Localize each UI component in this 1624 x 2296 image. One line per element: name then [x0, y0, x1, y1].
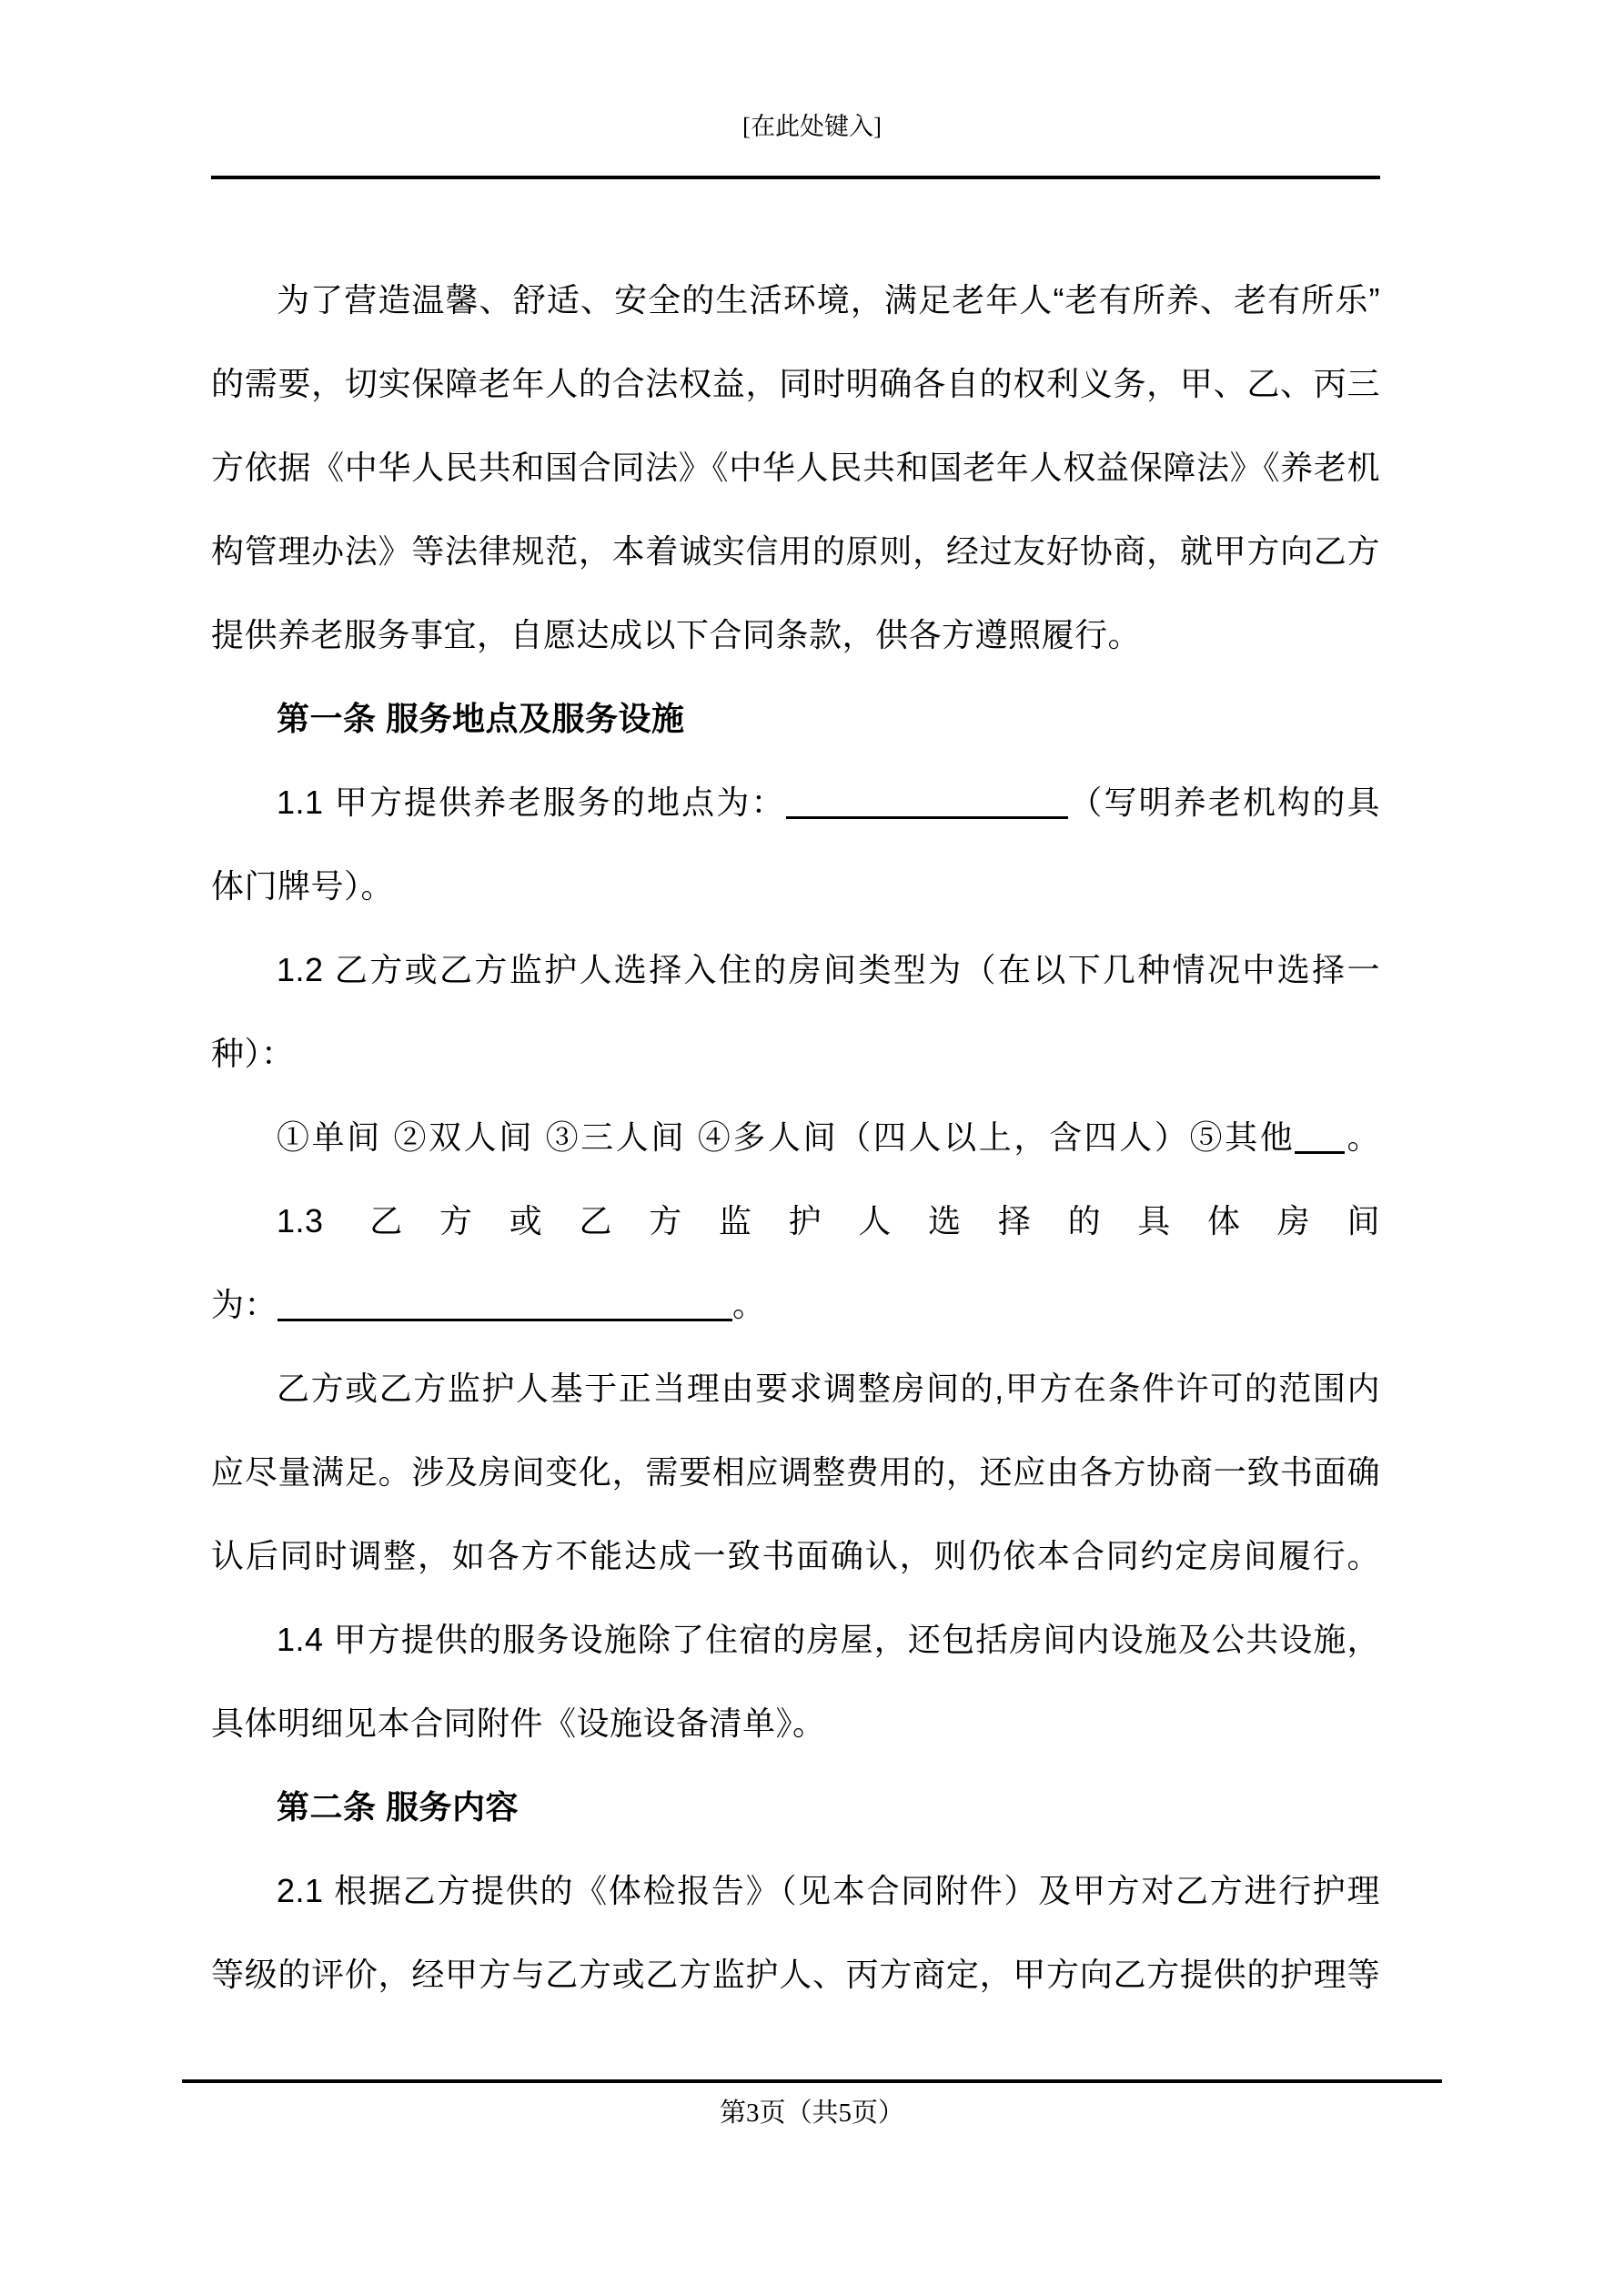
- fill-in-blank[interactable]: [277, 1282, 732, 1321]
- clause-text: 1.1 甲方提供养老服务的地点为：: [277, 784, 786, 821]
- room-type-options: ①单间 ②双人间 ③三人间 ④多人间（四人以上，含四人）⑤其他: [277, 1118, 1296, 1156]
- fill-in-blank[interactable]: [1295, 1115, 1345, 1154]
- clause-1-2-line: 1.2 乙方或乙方监护人选择入住的房间类型为（在以下几种情况中选择一: [277, 951, 1380, 988]
- clause-2-1-line: 等级的评价，经甲方与乙方或乙方监护人、丙方商定，甲方向乙方提供的护理等: [211, 1956, 1380, 1993]
- section-heading-article-1: 第一条 服务地点及服务设施: [277, 700, 685, 737]
- clause-1-1-line: [211, 761, 1380, 845]
- document-body: [211, 258, 1380, 2017]
- room-type-options-line: [211, 1096, 1380, 1179]
- clause-1-1-line: 体门牌号）。: [211, 867, 395, 905]
- paragraph-line: 为了营造温馨、舒适、安全的生活环境，满足老年人“老有所养、老有所乐”: [277, 281, 1380, 319]
- header-divider: [211, 176, 1380, 179]
- clause-2-1-line: 2.1 根据乙方提供的《体检报告》（见本合同附件）及甲方对乙方进行护理: [277, 1872, 1380, 1909]
- clause-text: 。: [1345, 1118, 1380, 1156]
- section-heading-article-2: 第二条 服务内容: [277, 1788, 519, 1826]
- paragraph-line: 应尽量满足。涉及房间变化，需要相应调整费用的，还应由各方协商一致书面确: [211, 1453, 1380, 1491]
- paragraph-line: 认后同时调整，如各方不能达成一致书面确认，则仍依本合同约定房间履行。: [211, 1537, 1380, 1574]
- page-number: 第3页（共5页）: [719, 2099, 904, 2128]
- paragraph-line: 的需要，切实保障老年人的合法权益，同时明确各自的权利义务，甲、乙、丙三: [211, 365, 1380, 402]
- clause-1-4-line: 具体明细见本合同附件《设施设备清单》。: [211, 1704, 826, 1742]
- paragraph-line: 方依据《中华人民共和国合同法》《中华人民共和国老年人权益保障法》《养老机: [211, 449, 1380, 486]
- fill-in-blank[interactable]: [786, 780, 1068, 819]
- clause-text: 。: [732, 1286, 766, 1323]
- clause-1-2-line: 种）：: [211, 1035, 295, 1072]
- footer-divider: [182, 2079, 1442, 2083]
- paragraph-line: 构管理办法》等法律规范，本着诚实信用的原则，经过友好协商，就甲方向乙方: [211, 532, 1380, 570]
- clause-1-4-line: 1.4 甲方提供的服务设施除了住宿的房屋，还包括房间内设施及公共设施，: [277, 1621, 1380, 1658]
- paragraph-line: 提供养老服务事宜，自愿达成以下合同条款，供各方遵照履行。: [211, 616, 1142, 653]
- clause-1-3-line: 1.3 乙方或乙方监护人选择的具体房间: [277, 1202, 1380, 1239]
- clause-text: （写明养老机构的具: [1067, 784, 1380, 821]
- header-placeholder[interactable]: [在此处键入]: [742, 113, 882, 140]
- clause-1-3-line: [211, 1263, 1380, 1347]
- clause-text: 为：: [211, 1286, 278, 1323]
- paragraph-line: 乙方或乙方监护人基于正当理由要求调整房间的,甲方在条件许可的范围内: [277, 1370, 1380, 1407]
